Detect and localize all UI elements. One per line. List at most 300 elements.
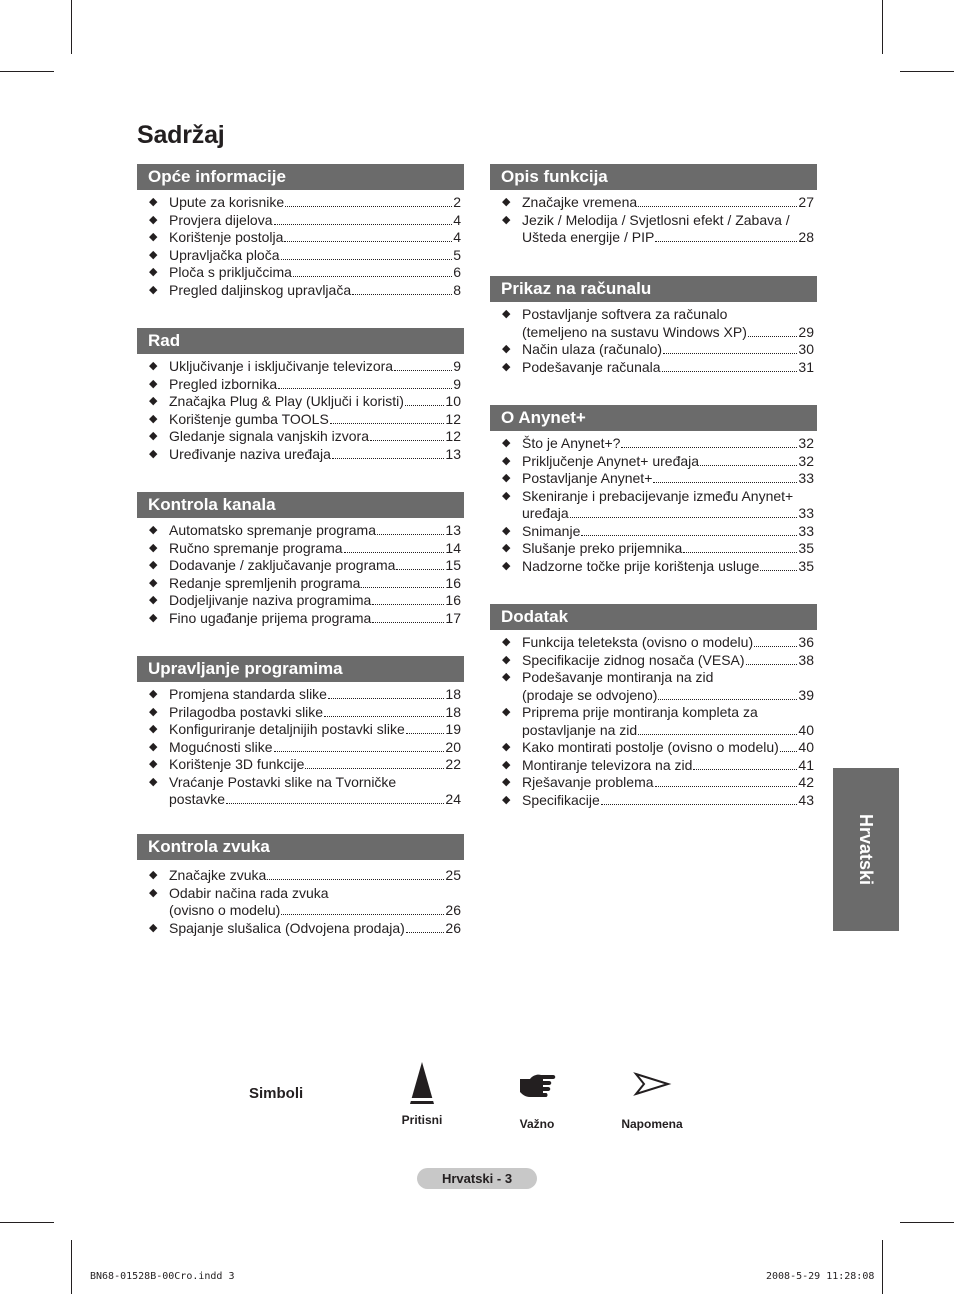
toc-list xyxy=(490,431,817,575)
toc-entry[interactable] xyxy=(137,756,464,774)
toc-entry[interactable] xyxy=(490,634,817,652)
diamond-bullet-icon: ◆ xyxy=(502,360,511,373)
toc-entry[interactable] xyxy=(137,194,464,212)
toc-entry-text: Slušanje preko prijemnika xyxy=(522,540,683,556)
toc-entry[interactable] xyxy=(137,522,464,540)
dot-leader xyxy=(352,283,452,295)
dot-leader xyxy=(372,593,444,605)
section-title: Opis funkcija xyxy=(501,167,608,186)
symbol-caption: Napomena xyxy=(621,1117,683,1131)
toc-entry[interactable] xyxy=(137,264,464,282)
toc-entry-text: Ploča s priključcima xyxy=(169,264,292,280)
section-rad xyxy=(137,328,464,463)
symbol-caption: Važno xyxy=(519,1117,555,1131)
diamond-bullet-icon: ◆ xyxy=(149,360,158,372)
dot-leader xyxy=(655,775,798,787)
toc-entry[interactable] xyxy=(490,194,817,212)
diamond-bullet-icon: ◆ xyxy=(149,576,158,589)
toc-entry-text: (temeljeno na sustavu Windows XP) xyxy=(522,323,747,340)
dot-leader xyxy=(281,903,444,915)
toc-list xyxy=(137,518,464,627)
diamond-bullet-icon: ◆ xyxy=(149,723,158,735)
dot-leader xyxy=(324,705,444,717)
toc-entry-page: 33 xyxy=(798,522,814,539)
diamond-bullet-icon: ◆ xyxy=(149,921,158,934)
pointing-hand-icon xyxy=(517,1070,557,1098)
diamond-bullet-icon: ◆ xyxy=(502,758,511,771)
toc-list xyxy=(490,302,817,376)
arrow-note-icon xyxy=(632,1072,672,1096)
toc-entry-text: Pregled daljinskog upravljača xyxy=(169,281,352,298)
page-number-pill: Hrvatski - 3 xyxy=(417,1168,537,1189)
diamond-bullet-icon: ◆ xyxy=(149,266,158,278)
toc-entry-page: 27 xyxy=(798,194,814,210)
toc-entry-text: Upute za korisnike xyxy=(169,194,285,210)
dot-leader xyxy=(406,921,445,933)
toc-entry-page: 35 xyxy=(798,557,814,574)
dot-leader xyxy=(570,506,798,518)
toc-entry-text: postavke xyxy=(169,791,226,807)
diamond-bullet-icon: ◆ xyxy=(502,489,511,502)
toc-entry-page: 18 xyxy=(445,686,461,702)
toc-entry-text: Značajke vremena xyxy=(522,194,638,210)
toc-entry-text-line: Postavljanje softvera za računalo xyxy=(522,306,728,322)
diamond-bullet-icon: ◆ xyxy=(502,741,511,753)
toc-entry-text: (ovisno o modelu) xyxy=(169,902,281,918)
toc-entry-page: 13 xyxy=(445,522,461,538)
diamond-bullet-icon: ◆ xyxy=(502,196,511,208)
dot-leader xyxy=(581,524,797,536)
toc-entry[interactable] xyxy=(137,282,464,300)
dot-leader xyxy=(700,454,797,466)
toc-list xyxy=(137,682,464,809)
toc-entry-page: 32 xyxy=(798,435,814,451)
dot-leader xyxy=(655,230,797,242)
section-kontrola-zvuka xyxy=(137,834,464,937)
toc-entry-text: Podešavanje računala xyxy=(522,358,661,375)
crop-mark xyxy=(71,0,72,54)
toc-entry-page: 5 xyxy=(453,246,461,263)
dot-leader xyxy=(406,722,445,734)
toc-list xyxy=(490,630,817,809)
toc-entry-text: Ušteda energije / PIP xyxy=(522,229,655,245)
diamond-bullet-icon: ◆ xyxy=(502,542,511,554)
toc-list xyxy=(137,354,464,463)
toc-entry-text-line: Vraćanje Postavki slike na Tvorničke xyxy=(169,773,397,790)
toc-entry-page: 12 xyxy=(445,410,461,427)
dot-leader xyxy=(330,412,445,424)
dot-leader xyxy=(746,653,798,665)
toc-entry-text: Rješavanje problema xyxy=(522,774,654,790)
toc-list xyxy=(490,190,817,247)
toc-entry-text-line: Odabir načina rada zvuka xyxy=(169,884,329,901)
toc-entry[interactable] xyxy=(490,359,817,377)
toc-entry[interactable] xyxy=(137,592,464,610)
dot-leader xyxy=(370,429,444,441)
toc-entry-text: Ručno spremanje programa xyxy=(169,539,343,556)
toc-entry-text-line: Priprema prije montiranja kompleta za xyxy=(522,704,758,720)
toc-entry-page: 29 xyxy=(798,323,814,340)
toc-entry[interactable] xyxy=(137,610,464,628)
toc-entry[interactable] xyxy=(137,557,464,575)
diamond-bullet-icon: ◆ xyxy=(149,611,158,624)
toc-entry-text: Konfiguriranje detaljnijih postavki slike xyxy=(169,721,405,737)
dot-leader xyxy=(662,360,798,372)
crop-mark xyxy=(0,71,54,72)
symbol-note xyxy=(602,1072,702,1131)
toc-entry-page: 40 xyxy=(798,721,814,738)
toc-entry-text: Spajanje slušalica (Odvojena prodaja) xyxy=(169,919,405,936)
dot-leader xyxy=(653,471,797,483)
toc-list xyxy=(137,860,464,937)
toc-entry-page: 32 xyxy=(798,452,814,469)
toc-entry-text: Značajke zvuka xyxy=(169,867,267,883)
diamond-bullet-icon: ◆ xyxy=(502,213,511,226)
section-header xyxy=(137,328,464,354)
diamond-bullet-icon: ◆ xyxy=(149,775,158,788)
toc-entry[interactable] xyxy=(490,523,817,541)
dot-leader xyxy=(284,230,452,242)
section-header xyxy=(490,604,817,630)
dot-leader xyxy=(344,541,445,553)
toc-entry[interactable] xyxy=(490,306,817,341)
diamond-bullet-icon: ◆ xyxy=(502,524,511,537)
toc-entry[interactable] xyxy=(490,669,817,704)
diamond-bullet-icon: ◆ xyxy=(502,454,511,467)
toc-entry-page: 22 xyxy=(445,756,461,772)
toc-entry[interactable] xyxy=(137,428,464,446)
toc-entry-text: Nadzorne točke prije korištenja usluge xyxy=(522,557,760,574)
diamond-bullet-icon: ◆ xyxy=(149,213,158,226)
toc-entry-page: 6 xyxy=(453,264,461,280)
dot-leader xyxy=(693,758,797,770)
dot-leader xyxy=(754,635,797,647)
toc-entry[interactable] xyxy=(490,774,817,792)
toc-entry[interactable] xyxy=(490,792,817,810)
toc-entry-text: Specifikacije zidnog nosača (VESA) xyxy=(522,651,745,668)
section-title: Rad xyxy=(148,331,181,350)
dot-leader xyxy=(293,265,452,277)
toc-entry[interactable] xyxy=(137,540,464,558)
diamond-bullet-icon: ◆ xyxy=(502,793,511,806)
section-title: O Anynet+ xyxy=(501,408,586,427)
toc-entry-text: Dodjeljivanje naziva programima xyxy=(169,592,372,608)
dot-leader xyxy=(361,576,444,588)
toc-entry[interactable] xyxy=(137,686,464,704)
dot-leader xyxy=(278,377,452,389)
dot-leader xyxy=(748,325,798,337)
toc-entry[interactable] xyxy=(137,411,464,429)
toc-entry-text: Pregled izbornika xyxy=(169,375,278,392)
diamond-bullet-icon: ◆ xyxy=(149,447,158,460)
toc-entry-text: Funkcija teleteksta (ovisno o modelu) xyxy=(522,634,754,650)
toc-entry-page: 14 xyxy=(445,539,461,556)
diamond-bullet-icon: ◆ xyxy=(149,758,158,770)
toc-entry-page: 15 xyxy=(445,557,461,573)
toc-entry-page: 30 xyxy=(798,341,814,357)
toc-entry-page: 4 xyxy=(453,229,461,245)
dot-leader xyxy=(621,436,797,448)
symbol-press xyxy=(372,1060,472,1127)
toc-entry-text: Specifikacije xyxy=(522,791,600,808)
diamond-bullet-icon: ◆ xyxy=(502,559,511,572)
toc-entry[interactable] xyxy=(137,446,464,464)
toc-entry-text-line: Jezik / Melodija / Svjetlosni efekt / Zabava / xyxy=(522,211,790,228)
diamond-bullet-icon: ◆ xyxy=(149,377,158,390)
toc-entry-page: 33 xyxy=(798,470,814,486)
toc-entry-text: Snimanje xyxy=(522,522,581,539)
section-title: Prikaz na računalu xyxy=(501,279,652,298)
diamond-bullet-icon: ◆ xyxy=(502,706,511,718)
crop-mark xyxy=(0,1222,54,1223)
symbol-caption: Pritisni xyxy=(401,1113,443,1127)
toc-entry-text: Uključivanje i isključivanje televizora xyxy=(169,358,394,374)
toc-entry-page: 18 xyxy=(445,703,461,720)
section-header xyxy=(490,405,817,431)
toc-entry[interactable] xyxy=(137,774,464,809)
toc-entry-page: 9 xyxy=(453,375,461,392)
dot-leader xyxy=(267,868,444,880)
toc-entry[interactable] xyxy=(490,540,817,558)
toc-entry-page: 36 xyxy=(798,634,814,650)
diamond-bullet-icon: ◆ xyxy=(502,437,511,449)
toc-entry[interactable] xyxy=(490,435,817,453)
diamond-bullet-icon: ◆ xyxy=(149,740,158,753)
toc-entry-text-line: Podešavanje montiranja na zid xyxy=(522,669,714,685)
crop-mark xyxy=(900,1222,954,1223)
toc-entry-text: Uređivanje naziva uređaja xyxy=(169,445,331,462)
toc-entry[interactable] xyxy=(490,739,817,757)
dot-leader xyxy=(760,559,797,571)
diamond-bullet-icon: ◆ xyxy=(149,395,158,407)
toc-entry-text: Postavljanje Anynet+ xyxy=(522,470,653,486)
toc-entry[interactable] xyxy=(490,757,817,775)
toc-entry-page: 31 xyxy=(798,358,814,375)
dot-leader xyxy=(226,792,444,804)
toc-entry-page: 16 xyxy=(445,592,461,608)
toc-entry-text: Mogućnosti slike xyxy=(169,738,273,755)
section-dodatak xyxy=(490,604,817,809)
toc-entry-text: Što je Anynet+? xyxy=(522,435,621,451)
toc-entry-text: Priključenje Anynet+ uređaja xyxy=(522,452,700,469)
toc-entry-text: Kako montirati postolje (ovisno o modelu) xyxy=(522,739,779,755)
toc-entry-page: 16 xyxy=(445,574,461,591)
toc-entry-text: Upravljačka ploča xyxy=(169,246,280,263)
toc-entry[interactable] xyxy=(490,652,817,670)
toc-entry-page: 4 xyxy=(453,211,461,228)
toc-entry-text: Korištenje 3D funkcije xyxy=(169,756,305,772)
dot-leader xyxy=(394,359,452,371)
dot-leader xyxy=(663,342,797,354)
crop-mark xyxy=(71,1240,72,1294)
toc-entry-text: Gledanje signala vanjskih izvora xyxy=(169,428,369,444)
diamond-bullet-icon: ◆ xyxy=(149,886,158,899)
diamond-bullet-icon: ◆ xyxy=(502,776,511,788)
diamond-bullet-icon: ◆ xyxy=(149,231,158,243)
toc-entry-page: 20 xyxy=(445,738,461,755)
press-icon xyxy=(406,1060,438,1108)
toc-entry-text: uređaja xyxy=(522,505,569,521)
diamond-bullet-icon: ◆ xyxy=(149,705,158,718)
toc-entry-text: Promjena standarda slike xyxy=(169,686,327,702)
diamond-bullet-icon: ◆ xyxy=(502,308,511,320)
toc-entry[interactable] xyxy=(137,704,464,722)
diamond-bullet-icon: ◆ xyxy=(149,559,158,571)
toc-entry[interactable] xyxy=(490,704,817,739)
page-title: Sadržaj xyxy=(137,121,225,149)
toc-entry-text: Način ulaza (računalo) xyxy=(522,341,663,357)
dot-leader xyxy=(658,688,797,700)
toc-entry-text: (prodaje se odvojeno) xyxy=(522,686,658,703)
toc-entry-page: 19 xyxy=(445,721,461,737)
toc-entry-page: 28 xyxy=(798,229,814,245)
toc-entry-text-line: Skeniranje i prebacijevanje između Anynet+ xyxy=(522,487,794,504)
toc-entry-text: Značajka Plug & Play (Uključi i koristi) xyxy=(169,393,404,409)
dot-leader xyxy=(274,740,445,752)
section-header xyxy=(137,656,464,682)
diamond-bullet-icon: ◆ xyxy=(149,412,158,425)
diamond-bullet-icon: ◆ xyxy=(149,688,158,700)
dot-leader xyxy=(285,195,452,207)
dot-leader xyxy=(396,558,444,570)
diamond-bullet-icon: ◆ xyxy=(502,653,511,666)
diamond-bullet-icon: ◆ xyxy=(502,343,511,355)
section-header xyxy=(137,492,464,518)
toc-entry[interactable] xyxy=(490,212,817,247)
toc-entry[interactable] xyxy=(490,488,817,523)
section-header xyxy=(490,164,817,190)
diamond-bullet-icon: ◆ xyxy=(149,541,158,554)
toc-entry-page: 38 xyxy=(798,651,814,668)
toc-entry-page: 8 xyxy=(453,281,461,298)
section-opis-funkcija xyxy=(490,164,817,247)
section-kontrola-kanala xyxy=(137,492,464,627)
toc-entry-page: 9 xyxy=(453,358,461,374)
toc-entry-page: 25 xyxy=(445,867,461,883)
toc-entry[interactable] xyxy=(137,739,464,757)
toc-entry[interactable] xyxy=(490,341,817,359)
toc-entry-page: 43 xyxy=(798,791,814,808)
diamond-bullet-icon: ◆ xyxy=(502,472,511,484)
toc-entry[interactable] xyxy=(137,376,464,394)
toc-entry-text: Redanje spremljenih programa xyxy=(169,574,361,591)
toc-entry[interactable] xyxy=(137,885,464,920)
toc-entry-text: Dodavanje / zaključavanje programa xyxy=(169,557,396,573)
language-tab-label: Hrvatski xyxy=(856,813,877,886)
dot-leader xyxy=(281,248,453,260)
dot-leader xyxy=(328,687,444,699)
toc-entry-page: 12 xyxy=(445,428,461,444)
toc-entry[interactable] xyxy=(490,453,817,471)
toc-entry-page: 41 xyxy=(798,756,814,773)
dot-leader xyxy=(372,611,444,623)
toc-entry-text: postavljanje na zid xyxy=(522,721,638,738)
toc-entry-page: 13 xyxy=(445,445,461,462)
diamond-bullet-icon: ◆ xyxy=(502,671,511,683)
symbol-important xyxy=(487,1070,587,1131)
toc-entry-page: 26 xyxy=(445,902,461,918)
toc-entry-page: 10 xyxy=(445,393,461,409)
toc-entry[interactable] xyxy=(490,470,817,488)
section-title: Upravljanje programima xyxy=(148,659,343,678)
dot-leader xyxy=(332,447,445,459)
diamond-bullet-icon: ◆ xyxy=(149,248,158,261)
dot-leader xyxy=(305,757,444,769)
diamond-bullet-icon: ◆ xyxy=(149,524,158,536)
toc-entry[interactable] xyxy=(137,212,464,230)
section-o-anynet xyxy=(490,405,817,575)
toc-entry-page: 35 xyxy=(798,540,814,556)
toc-entry-page: 17 xyxy=(445,609,461,626)
section-header xyxy=(137,164,464,190)
toc-entry-page: 24 xyxy=(445,791,461,807)
section-header xyxy=(137,834,464,860)
toc-entry-page: 40 xyxy=(798,739,814,755)
section-header xyxy=(490,276,817,302)
crop-mark xyxy=(882,0,883,54)
toc-entry[interactable] xyxy=(137,721,464,739)
dot-leader xyxy=(683,541,797,553)
toc-entry[interactable] xyxy=(137,229,464,247)
section-title: Kontrola kanala xyxy=(148,495,276,514)
dot-leader xyxy=(601,793,798,805)
section-opce-informacije xyxy=(137,164,464,299)
toc-entry[interactable] xyxy=(137,867,464,885)
print-slug-date: 2008-5-29 11:28:08 xyxy=(766,1271,875,1282)
section-upravljanje-programima xyxy=(137,656,464,809)
dot-leader xyxy=(274,213,453,225)
toc-entry[interactable] xyxy=(137,920,464,938)
crop-mark xyxy=(900,71,954,72)
toc-entry[interactable] xyxy=(137,575,464,593)
toc-entry-page: 33 xyxy=(798,505,814,521)
dot-leader xyxy=(405,394,444,406)
section-title: Kontrola zvuka xyxy=(148,837,270,856)
symbols-label: Simboli xyxy=(249,1085,304,1102)
diamond-bullet-icon: ◆ xyxy=(502,636,511,648)
section-title: Opće informacije xyxy=(148,167,286,186)
toc-entry-text: Montiranje televizora na zid xyxy=(522,756,693,773)
toc-entry[interactable] xyxy=(490,558,817,576)
print-slug-file: BN68-01528B-00Cro.indd 3 xyxy=(90,1271,235,1282)
toc-entry[interactable] xyxy=(137,358,464,376)
toc-entry-text: Automatsko spremanje programa xyxy=(169,522,376,538)
toc-entry-text: Provjera dijelova xyxy=(169,211,273,228)
toc-entry[interactable] xyxy=(137,393,464,411)
diamond-bullet-icon: ◆ xyxy=(149,196,158,208)
dot-leader xyxy=(780,740,798,752)
section-prikaz-na-racunalu xyxy=(490,276,817,376)
dot-leader xyxy=(638,723,797,735)
toc-entry-page: 2 xyxy=(453,194,461,210)
crop-mark xyxy=(882,1240,883,1294)
diamond-bullet-icon: ◆ xyxy=(149,594,158,606)
toc-entry-page: 42 xyxy=(798,774,814,790)
diamond-bullet-icon: ◆ xyxy=(149,283,158,296)
toc-entry-page: 39 xyxy=(798,686,814,703)
diamond-bullet-icon: ◆ xyxy=(149,430,158,442)
dot-leader xyxy=(377,523,444,535)
toc-entry-text: Korištenje gumba TOOLS xyxy=(169,410,329,427)
toc-entry-text: Fino ugađanje prijema programa xyxy=(169,609,372,626)
section-title: Dodatak xyxy=(501,607,569,626)
diamond-bullet-icon: ◆ xyxy=(149,869,158,881)
toc-entry-page: 26 xyxy=(445,919,461,936)
language-tab xyxy=(833,768,899,931)
toc-entry-text: Korištenje postolja xyxy=(169,229,284,245)
toc-entry[interactable] xyxy=(137,247,464,265)
dot-leader xyxy=(638,195,797,207)
